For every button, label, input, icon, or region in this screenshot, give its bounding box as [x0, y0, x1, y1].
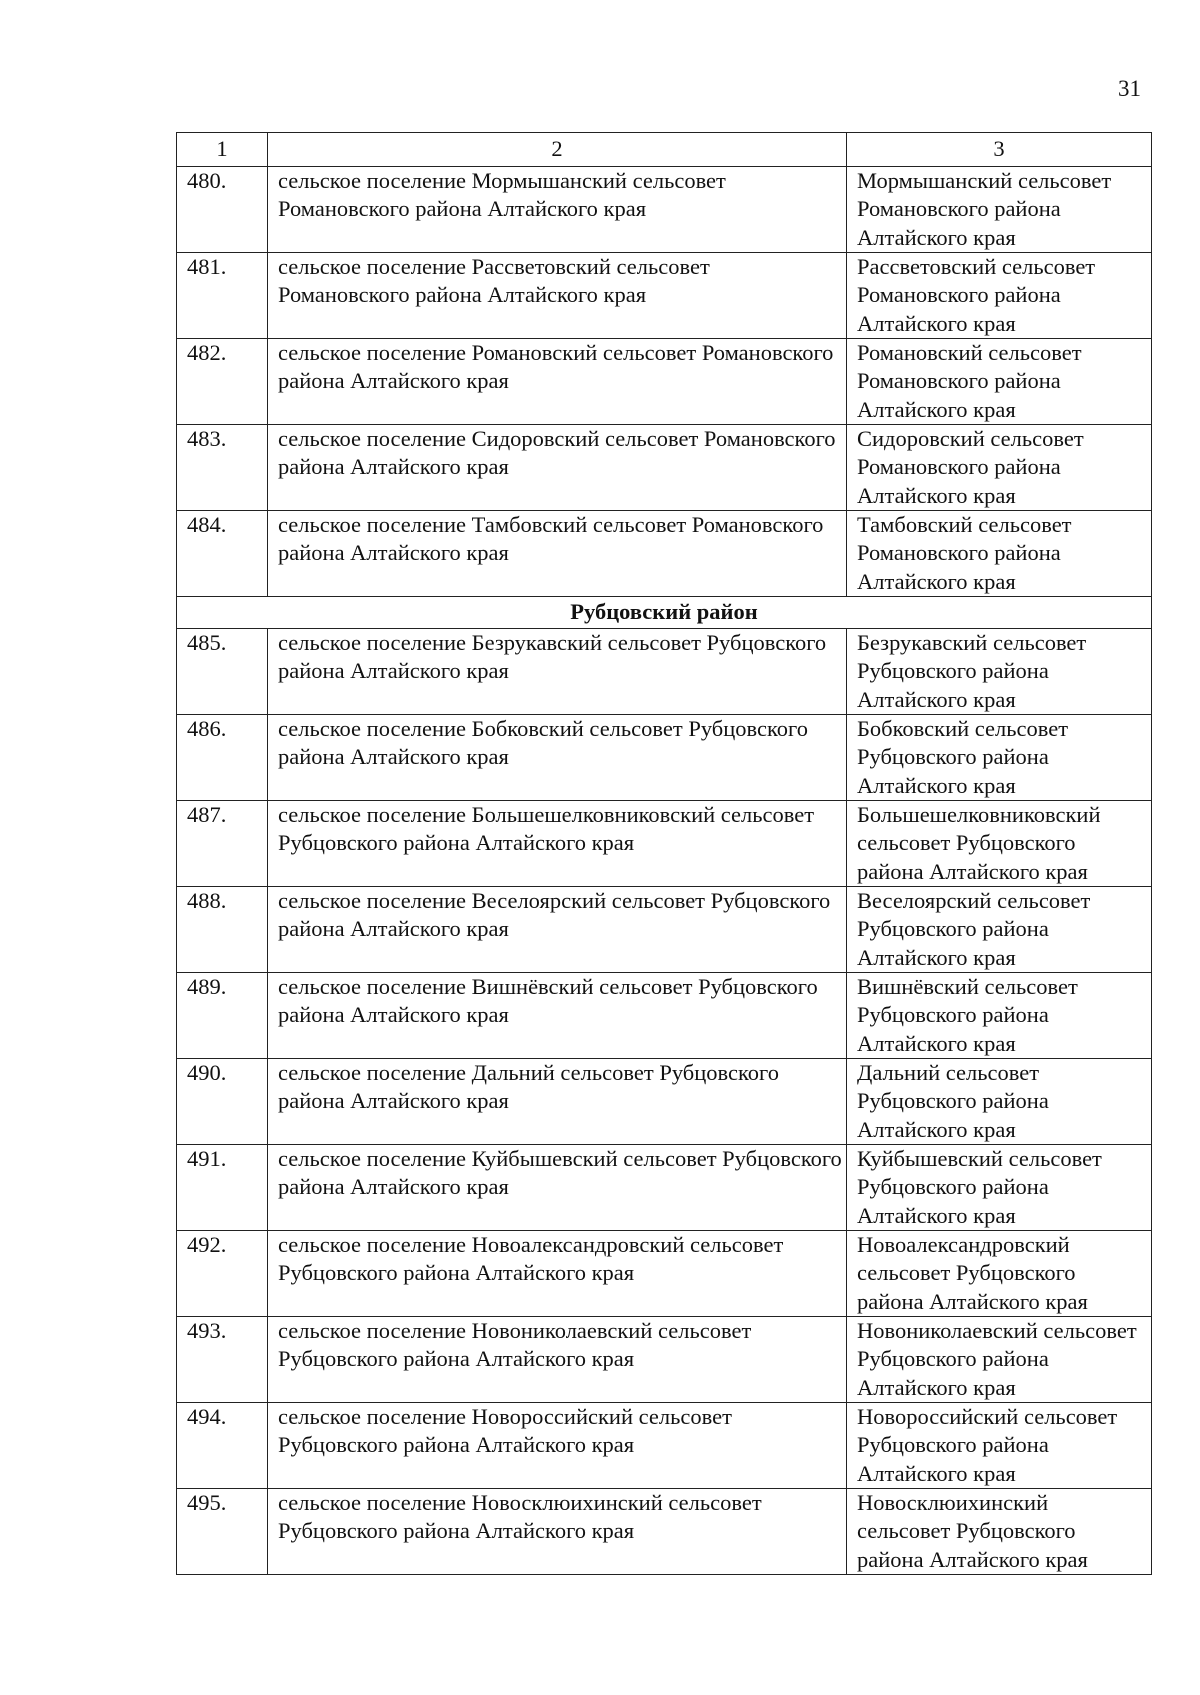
row-number: 492. — [177, 1231, 268, 1317]
table-row — [177, 1489, 1152, 1575]
row-number: 482. — [177, 339, 268, 425]
table-row — [177, 1231, 1152, 1317]
settlement-short-name: Сидоровский сельсовет Романовского района Алтайского края — [847, 425, 1152, 511]
row-number: 480. — [177, 167, 268, 253]
settlement-full-name: сельское поселение Новороссийский сельсовет Рубцовского района Алтайского края — [268, 1403, 847, 1489]
settlement-full-name: сельское поселение Тамбовский сельсовет Романовского района Алтайского края — [268, 511, 847, 597]
row-number: 486. — [177, 715, 268, 801]
settlement-full-name: сельское поселение Новоалександровский сельсовет Рубцовского района Алтайского края — [268, 1231, 847, 1317]
settlement-full-name: сельское поселение Бобковский сельсовет Рубцовского района Алтайского края — [268, 715, 847, 801]
table-row — [177, 887, 1152, 973]
settlement-short-name: Большешелковниковский сельсовет Рубцовского района Алтайского края — [847, 801, 1152, 887]
row-number: 484. — [177, 511, 268, 597]
column-number-row — [177, 133, 1152, 167]
table-row — [177, 511, 1152, 597]
settlement-full-name: сельское поселение Новониколаевский сельсовет Рубцовского района Алтайского края — [268, 1317, 847, 1403]
settlement-full-name: сельское поселение Дальний сельсовет Рубцовского района Алтайского края — [268, 1059, 847, 1145]
table-row — [177, 253, 1152, 339]
row-number: 491. — [177, 1145, 268, 1231]
table-row — [177, 801, 1152, 887]
table-row — [177, 1317, 1152, 1403]
settlement-full-name: сельское поселение Мормышанский сельсовет Романовского района Алтайского края — [268, 167, 847, 253]
section-header-row — [177, 597, 1152, 629]
table-row — [177, 425, 1152, 511]
settlement-short-name: Новоалександровский сельсовет Рубцовского района Алтайского края — [847, 1231, 1152, 1317]
row-number: 493. — [177, 1317, 268, 1403]
row-number: 488. — [177, 887, 268, 973]
table-row — [177, 1145, 1152, 1231]
row-number: 487. — [177, 801, 268, 887]
settlement-short-name: Бобковский сельсовет Рубцовского района Алтайского края — [847, 715, 1152, 801]
settlement-short-name: Вишнёвский сельсовет Рубцовского района Алтайского края — [847, 973, 1152, 1059]
settlement-short-name: Безрукавский сельсовет Рубцовского района Алтайского края — [847, 629, 1152, 715]
row-number: 481. — [177, 253, 268, 339]
column-number-1: 1 — [177, 133, 268, 167]
settlement-short-name: Куйбышевский сельсовет Рубцовского района Алтайского края — [847, 1145, 1152, 1231]
settlements-table — [176, 132, 1152, 1575]
table-row — [177, 1059, 1152, 1145]
settlement-full-name: сельское поселение Веселоярский сельсовет Рубцовского района Алтайского края — [268, 887, 847, 973]
settlement-full-name: сельское поселение Новосклюихинский сельсовет Рубцовского района Алтайского края — [268, 1489, 847, 1575]
table-row — [177, 629, 1152, 715]
settlement-short-name: Рассветовский сельсовет Романовского района Алтайского края — [847, 253, 1152, 339]
settlement-short-name: Веселоярский сельсовет Рубцовского района Алтайского края — [847, 887, 1152, 973]
row-number: 489. — [177, 973, 268, 1059]
column-number-2: 2 — [268, 133, 847, 167]
table-row — [177, 1403, 1152, 1489]
settlement-short-name: Новосклюихинский сельсовет Рубцовского района Алтайского края — [847, 1489, 1152, 1575]
column-number-3: 3 — [847, 133, 1152, 167]
table-body — [177, 133, 1152, 1575]
row-number: 495. — [177, 1489, 268, 1575]
settlement-short-name: Дальний сельсовет Рубцовского района Алтайского края — [847, 1059, 1152, 1145]
settlement-full-name: сельское поселение Сидоровский сельсовет Романовского района Алтайского края — [268, 425, 847, 511]
table-row — [177, 167, 1152, 253]
table-row — [177, 715, 1152, 801]
settlement-short-name: Мормышанский сельсовет Романовского района Алтайского края — [847, 167, 1152, 253]
row-number: 494. — [177, 1403, 268, 1489]
settlement-full-name: сельское поселение Рассветовский сельсовет Романовского района Алтайского края — [268, 253, 847, 339]
row-number: 483. — [177, 425, 268, 511]
table-row — [177, 339, 1152, 425]
section-title: Рубцовский район — [177, 597, 1152, 629]
settlement-short-name: Романовский сельсовет Романовского района Алтайского края — [847, 339, 1152, 425]
settlement-full-name: сельское поселение Большешелковниковский сельсовет Рубцовского района Алтайского края — [268, 801, 847, 887]
table-row — [177, 973, 1152, 1059]
row-number: 490. — [177, 1059, 268, 1145]
settlement-full-name: сельское поселение Куйбышевский сельсовет Рубцовского района Алтайского края — [268, 1145, 847, 1231]
settlement-short-name: Новороссийский сельсовет Рубцовского района Алтайского края — [847, 1403, 1152, 1489]
settlement-full-name: сельское поселение Вишнёвский сельсовет Рубцовского района Алтайского края — [268, 973, 847, 1059]
settlement-short-name: Новониколаевский сельсовет Рубцовского района Алтайского края — [847, 1317, 1152, 1403]
page-number: 31 — [1118, 76, 1141, 101]
settlement-full-name: сельское поселение Романовский сельсовет Романовского района Алтайского края — [268, 339, 847, 425]
row-number: 485. — [177, 629, 268, 715]
settlement-short-name: Тамбовский сельсовет Романовского района Алтайского края — [847, 511, 1152, 597]
settlement-full-name: сельское поселение Безрукавский сельсовет Рубцовского района Алтайского края — [268, 629, 847, 715]
